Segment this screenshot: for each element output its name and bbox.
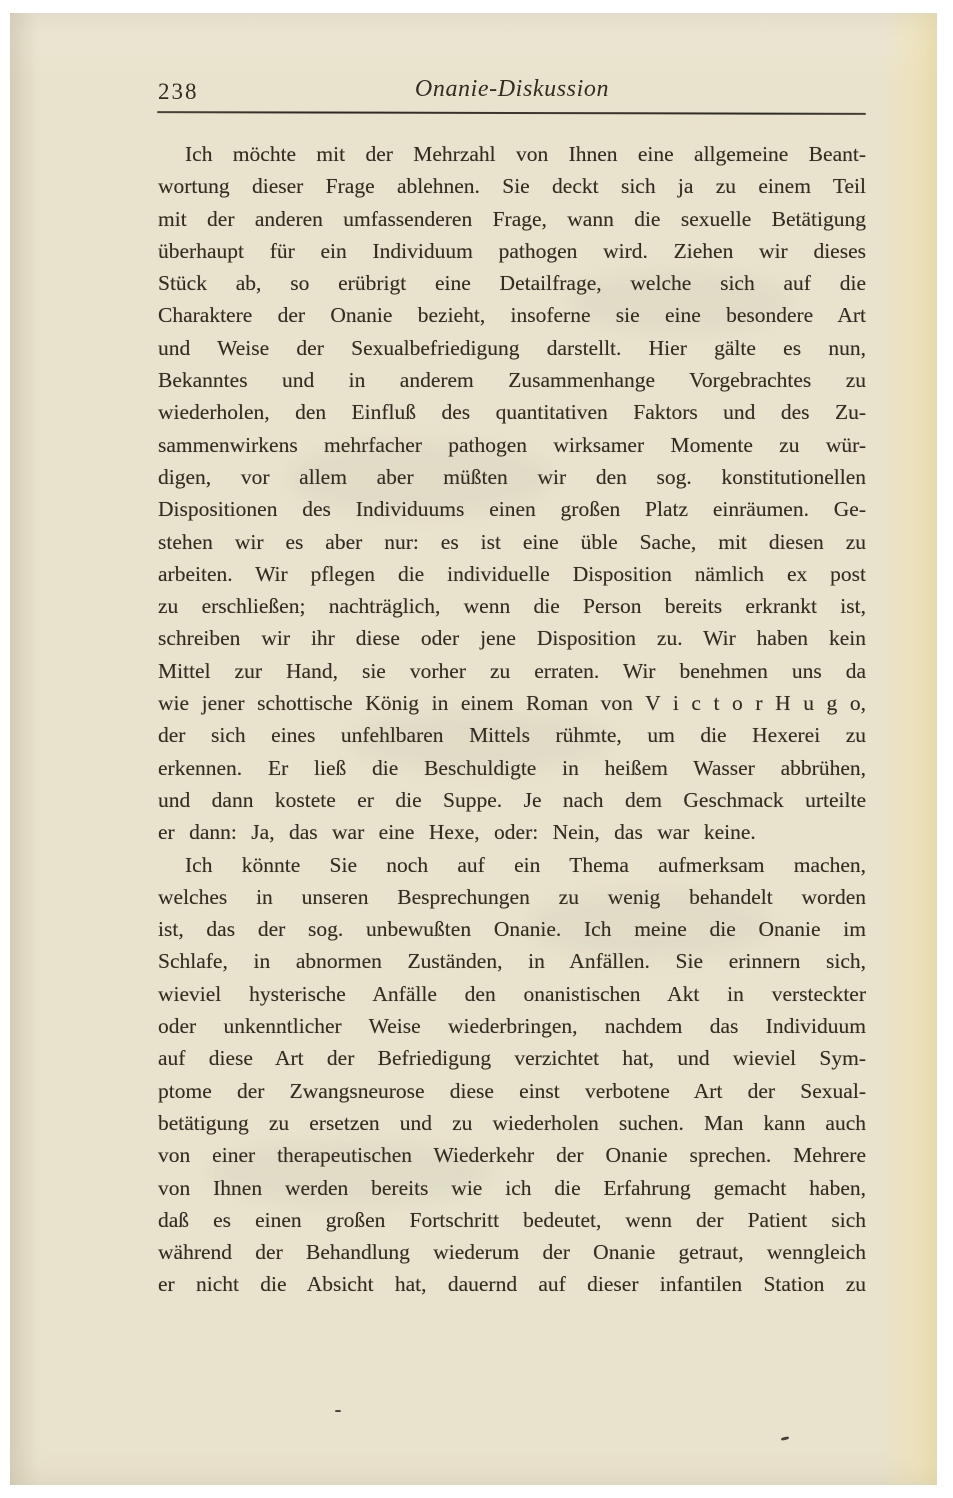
text-line: ist, das der sog. unbewußten Onanie. Ich meine die Onanie im — [158, 917, 866, 942]
text-line: während der Behandlung wiederum der Onanie getraut, wenngleich — [158, 1240, 866, 1265]
text-line: Bekanntes und in anderem Zusammenhange Vorgebrachtes zu — [158, 368, 866, 393]
body-text — [158, 138, 866, 1301]
text-line: von Ihnen werden bereits wie ich die Erfahrung gemacht haben, — [158, 1175, 866, 1200]
text-line: mit der anderen umfassenderen Frage, wann die sexuelle Betätigung — [158, 206, 866, 231]
text-line: Dispositionen des Individuums einen großen Platz einräumen. Ge- — [158, 497, 866, 522]
header-rule — [157, 111, 866, 115]
text-line: Schlafe, in abnormen Zuständen, in Anfällen. Sie erinnern sich, — [158, 949, 866, 974]
text-line: zu erschließen; nachträglich, wenn die Person bereits erkrankt ist, — [158, 594, 866, 619]
text-line: von einer therapeutischen Wiederkehr der Onanie sprechen. Mehrere — [158, 1143, 866, 1168]
text-line: digen, vor allem aber müßten wir den sog. konstitutionellen — [158, 464, 866, 489]
text-line: wiederholen, den Einfluß des quantitativen Faktors und des Zu- — [158, 400, 866, 425]
text-line: er nicht die Absicht hat, dauernd auf dieser infantilen Station zu — [158, 1272, 866, 1297]
text-line: welches in unseren Besprechungen zu wenig behandelt worden — [158, 884, 866, 909]
text-line: oder unkenntlicher Weise wiederbringen, nachdem das Individuum — [158, 1014, 866, 1039]
text-line: schreiben wir ihr diese oder jene Disposition zu. Wir haben kein — [158, 626, 866, 651]
text-line: und Weise der Sexualbefriedigung darstellt. Hier gälte es nun, — [158, 335, 866, 360]
page-number: 238 — [158, 79, 199, 104]
text-line: Charaktere der Onanie bezieht, insoferne sie eine besondere Art — [158, 303, 866, 328]
text-line: sammenwirkens mehrfacher pathogen wirksamer Momente zu wür- — [158, 432, 866, 457]
text-line: Mittel zur Hand, sie vorher zu erraten. Wir benehmen uns da — [158, 658, 866, 683]
text-line: wieviel hysterische Anfälle den onanistischen Akt in versteckter — [158, 981, 866, 1006]
text-line: auf diese Art der Befriedigung verzichtet hat, und wieviel Sym- — [158, 1046, 866, 1071]
text-line: der sich eines unfehlbaren Mittels rühmte, um die Hexerei zu — [158, 723, 866, 748]
text-line: ptome der Zwangsneurose diese einst verbotene Art der Sexual- — [158, 1078, 866, 1103]
page-header — [158, 76, 866, 110]
text-line: er dann: Ja, das war eine Hexe, oder: Nein, das war keine. — [158, 820, 756, 845]
text-line: und dann kostete er die Suppe. Je nach dem Geschmack urteilte — [158, 787, 866, 812]
text-line: stehen wir es aber nur: es ist eine üble Sache, mit diesen zu — [158, 529, 866, 554]
book-page-paper — [10, 13, 937, 1485]
ink-speck — [781, 1436, 789, 1441]
text-line: wortung dieser Frage ablehnen. Sie deckt sich ja zu einem Teil — [158, 174, 866, 199]
text-line: Ich möchte mit der Mehrzahl von Ihnen eine allgemeine Beant- — [185, 142, 866, 166]
text-line: wie jener schottische König in einem Roman von V i c t o r H u g o, — [158, 691, 866, 716]
ink-speck — [335, 1410, 341, 1412]
text-line: daß es einen großen Fortschritt bedeutet, wenn der Patient sich — [158, 1207, 866, 1232]
text-line: arbeiten. Wir pflegen die individuelle Disposition nämlich ex post — [158, 561, 866, 586]
text-line: Ich könnte Sie noch auf ein Thema aufmerksam machen, — [185, 852, 866, 877]
running-header-title: Onanie-Diskussion — [414, 76, 610, 102]
text-line: erkennen. Er ließ die Beschuldigte in heißem Wasser abbrühen, — [158, 755, 866, 780]
text-line: Stück ab, so erübrigt eine Detailfrage, welche sich auf die — [158, 271, 866, 296]
text-line: betätigung zu ersetzen und zu wiederholen suchen. Man kann auch — [158, 1110, 866, 1135]
text-line: überhaupt für ein Individuum pathogen wird. Ziehen wir dieses — [158, 238, 866, 263]
